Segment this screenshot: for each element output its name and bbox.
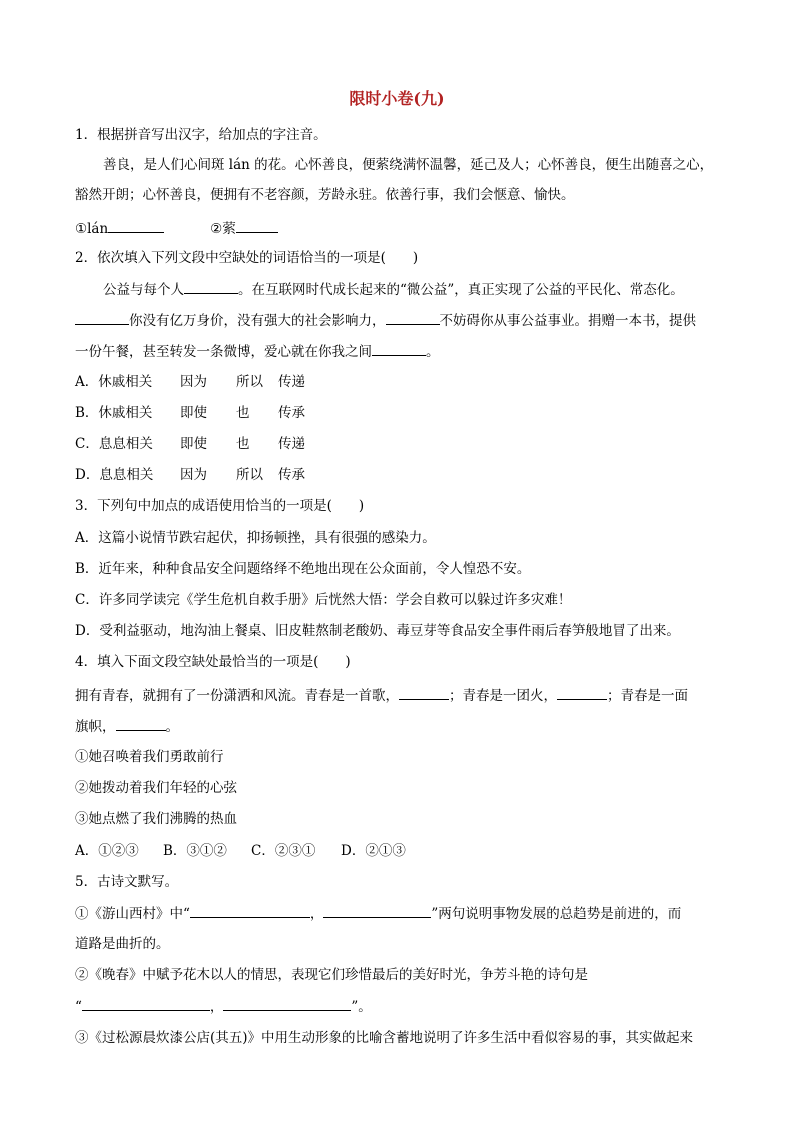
- q3-option-c[interactable]: C．许多同学读完《学生危机自救手册》后恍然大悟：学会自救可以躲过许多灾难！: [75, 592, 572, 608]
- q2-blank1[interactable]: [184, 279, 238, 294]
- q4-choice-a[interactable]: A．①②③: [75, 843, 139, 859]
- q1-passage-line2: 豁然开朗；心怀善良，便拥有不老容颜，芳龄永驻。依善行事，我们会惬意、愉快。: [75, 187, 575, 203]
- q4-item-1: ①她召唤着我们勇敢前行: [75, 749, 224, 765]
- q2-option-c[interactable]: C．息息相关 即使 也 传递: [75, 436, 305, 452]
- q4-blank2[interactable]: [557, 685, 607, 700]
- q4-choice-c[interactable]: C．②③①: [251, 843, 316, 859]
- q5-stem: 5．古诗文默写。: [75, 874, 179, 890]
- q2-blank4[interactable]: [372, 341, 426, 356]
- q1-answer1-label: ①lán: [75, 221, 109, 237]
- q3-option-a[interactable]: A．这篇小说情节跌宕起伏，抑扬顿挫，具有很强的感染力。: [75, 530, 436, 546]
- q5-item2-blank1[interactable]: [82, 996, 210, 1011]
- q1-stem: 1．根据拼音写出汉字，给加点的字注音。: [75, 127, 327, 143]
- q1-answer2-blank[interactable]: [236, 218, 278, 233]
- q2-passage-line3: 一份午餐，甚至转发一条微博，爱心就在你我之间 。: [75, 341, 440, 362]
- q4-choices: [75, 841, 406, 861]
- q4-passage-line1: 拥有青春，就拥有了一份潇洒和风流。青春是一首歌， ；青春是一团火， ；青春是一面: [75, 685, 688, 706]
- q5-item2-line1: ②《晚春》中赋予花木以人的情思，表现它们珍惜最后的美好时光，争芳斗艳的诗句是: [75, 967, 588, 983]
- q1-passage-line1: 善良，是人们心间斑 lán 的花。心怀善良，便萦绕满怀温馨，延己及人；心怀善良，便生出随喜之心，: [103, 157, 714, 173]
- q1-answer1-blank[interactable]: [108, 218, 164, 233]
- q4-choice-d[interactable]: D．②①③: [341, 843, 406, 859]
- q2-option-b[interactable]: B．休戚相关 即使 也 传承: [75, 405, 305, 421]
- q2-blank2[interactable]: [75, 310, 129, 325]
- q2-stem: 2．依次填入下列文段中空缺处的词语恰当的一项是( ): [75, 250, 419, 266]
- q5-item3-line1: ③《过松源晨炊漆公店(其五)》中用生动形象的比喻含蓄地说明了许多生活中看似容易的事，其实做起来: [75, 1030, 694, 1046]
- q5-item1-blank2[interactable]: [323, 903, 431, 918]
- q5-item2-line2: “ ， ”。: [75, 996, 372, 1017]
- q3-option-d[interactable]: D．受利益驱动，地沟油上餐桌、旧皮鞋熬制老酸奶、毒豆芽等食品安全事件雨后春笋般地冒了出来。: [75, 623, 680, 639]
- q4-item-2: ②她拨动着我们年轻的心弦: [75, 780, 237, 796]
- page-title: 限时小卷(九): [349, 89, 445, 108]
- q5-item1-line2: 道路是曲折的。: [75, 936, 170, 952]
- q5-item1-line1: ①《游山西村》中“ ， ”两句说明事物发展的总趋势是前进的，而: [75, 903, 681, 924]
- q5-item2-blank2[interactable]: [223, 996, 351, 1011]
- q4-blank3[interactable]: [116, 716, 166, 731]
- q3-stem: 3．下列句中加点的成语使用恰当的一项是( ): [75, 498, 365, 514]
- q4-blank1[interactable]: [399, 685, 449, 700]
- q2-passage-line1: 公益与每个人 。在互联网时代成长起来的“微公益”，真正实现了公益的平民化、常态化。: [103, 279, 684, 300]
- q2-passage-line2: 你没有亿万身价，没有强大的社会影响力， 不妨碍你从事公益事业。捐赠一本书，提供: [75, 310, 696, 331]
- q3-option-b[interactable]: B．近年来，种种食品安全问题络绎不绝地出现在公众面前，令人惶恐不安。: [75, 561, 531, 577]
- q4-choice-b[interactable]: B．③①②: [163, 843, 227, 859]
- q1-answer2-label: ②萦: [210, 221, 236, 237]
- q5-item1-blank1[interactable]: [190, 903, 310, 918]
- q2-blank3[interactable]: [386, 310, 440, 325]
- q4-stem: 4．填入下面文段空缺处最恰当的一项是( ): [75, 654, 351, 670]
- q2-option-d[interactable]: D．息息相关 因为 所以 传承: [75, 467, 305, 483]
- q4-passage-line2: 旗帜， 。: [75, 716, 179, 737]
- q2-option-a[interactable]: A．休戚相关 因为 所以 传递: [75, 374, 305, 390]
- q4-item-3: ③她点燃了我们沸腾的热血: [75, 811, 237, 827]
- q1-answer-line: [75, 218, 278, 239]
